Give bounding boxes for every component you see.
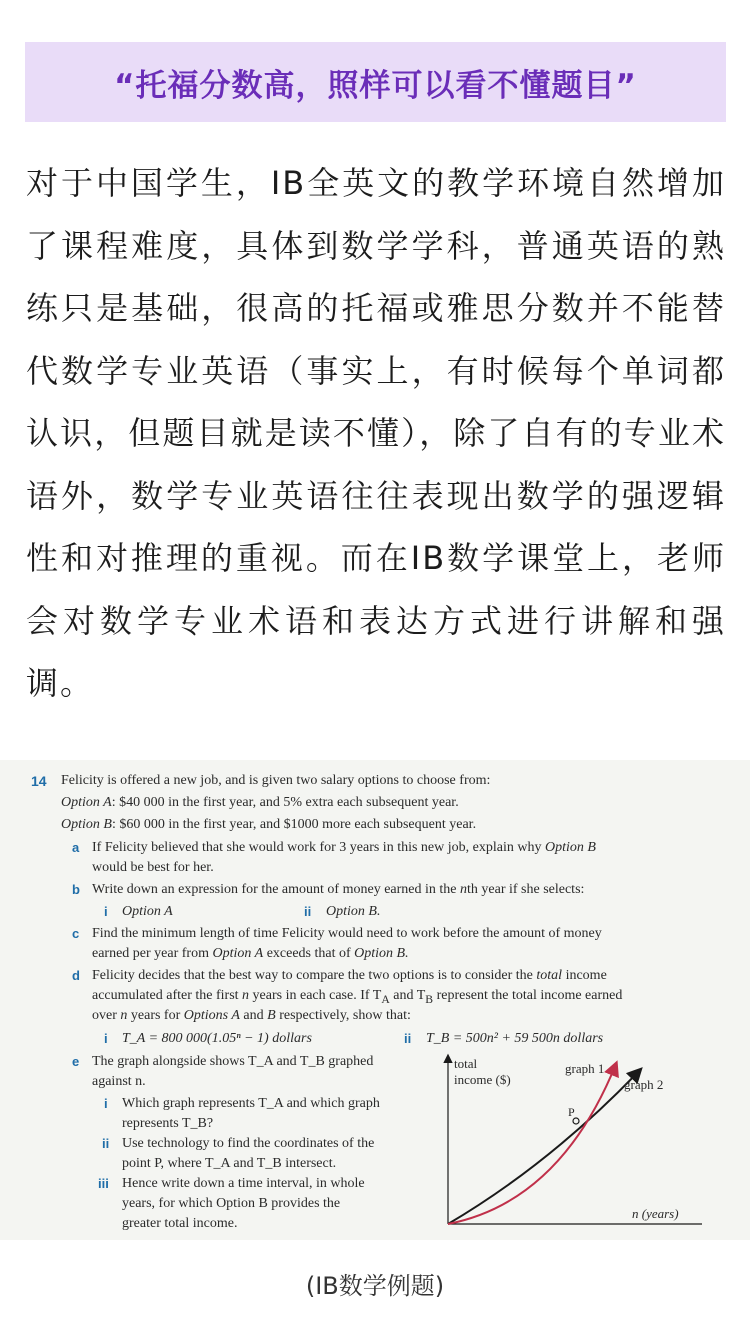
graph-point-label: P bbox=[568, 1105, 575, 1119]
part-b-i: Option A bbox=[122, 904, 173, 919]
income-graph bbox=[440, 1052, 710, 1230]
part-e-line2: against n. bbox=[92, 1074, 146, 1089]
part-e-iii-line2: years, for which Option B provides the bbox=[122, 1196, 341, 1211]
part-a-line2: would be best for her. bbox=[92, 860, 214, 875]
graph-xlabel: n (years) bbox=[632, 1206, 679, 1221]
part-c-line1: Find the minimum length of time Felicity would need to work before the amount of money bbox=[92, 926, 602, 941]
part-e-ii-line2: point P, where T_A and T_B intersect. bbox=[122, 1156, 337, 1171]
graph-1-curve bbox=[448, 1064, 616, 1224]
graph-ylabel-1: total bbox=[454, 1056, 478, 1071]
image-caption: (IB数学例题) bbox=[305, 1272, 445, 1300]
part-e-i-tag: i bbox=[104, 1096, 108, 1111]
part-c-tag: c bbox=[72, 926, 80, 941]
part-e-iii-tag: iii bbox=[98, 1176, 109, 1191]
part-e-ii-line1: Use technology to find the coordinates of the bbox=[122, 1136, 375, 1151]
part-e-ii-tag: ii bbox=[102, 1136, 110, 1151]
part-d-i-tag: i bbox=[104, 1031, 108, 1046]
part-e-tag: e bbox=[72, 1054, 80, 1069]
part-d-tag: d bbox=[72, 968, 80, 983]
part-e-line1: The graph alongside shows T_A and T_B graphed bbox=[92, 1054, 374, 1069]
part-b-line1: Write down an expression for the amount of money earned in the nth year if she selects: bbox=[92, 882, 585, 897]
graph-2-label: graph 2 bbox=[624, 1077, 664, 1092]
option-b-line: Option B: $60 000 in the first year, and $1000 more each subsequent year. bbox=[61, 817, 477, 832]
part-b-ii: Option B. bbox=[326, 904, 381, 919]
option-a-line: Option A: $40 000 in the first year, and 5% extra each subsequent year. bbox=[61, 795, 459, 810]
article-paragraph: 对于中国学生，IB全英文的教学环境自然增加了课程难度，具体到数学学科，普通英语的熟练只是基础，很高的托福或雅思分数并不能替代数学专业英语（事实上，有时候每个单词都认识，但题目就是读不懂），除了自有的专业术语外，数学专业英语往往表现出数学的强逻辑性和对推理的重视。而在IB数学课堂上，老师会对数学专业术语和表达方式进行讲解和强调。 bbox=[26, 164, 726, 702]
question-number: 14 bbox=[31, 773, 47, 789]
question-intro: Felicity is offered a new job, and is given two salary options to choose from: bbox=[61, 773, 491, 788]
part-a-line1: If Felicity believed that she would work for 3 years in this new job, explain why Option B bbox=[92, 840, 596, 855]
part-e-i-line2: represents T_B? bbox=[122, 1116, 214, 1131]
part-e-iii-line3: greater total income. bbox=[122, 1216, 238, 1231]
graph-2-curve bbox=[448, 1070, 640, 1224]
part-b-tag: b bbox=[72, 882, 80, 897]
part-d-i: T_A = 800 000(1.05ⁿ − 1) dollars bbox=[122, 1031, 312, 1046]
part-b-ii-tag: ii bbox=[304, 904, 312, 919]
part-e-iii-line1: Hence write down a time interval, in whole bbox=[122, 1176, 365, 1191]
example-problem-image bbox=[0, 760, 750, 1240]
part-b-i-tag: i bbox=[104, 904, 108, 919]
graph-1-label: graph 1 bbox=[565, 1061, 605, 1076]
banner-title: “托福分数高，照样可以看不懂题目” bbox=[114, 67, 637, 104]
part-d-ii: T_B = 500n² + 59 500n dollars bbox=[426, 1031, 604, 1046]
part-a-tag: a bbox=[72, 840, 80, 855]
part-c-line2: earned per year from Option A exceeds that of Option B. bbox=[92, 946, 409, 961]
part-d-line1: Felicity decides that the best way to compare the two options is to consider the total income bbox=[92, 968, 607, 983]
part-d-ii-tag: ii bbox=[404, 1031, 412, 1046]
graph-ylabel-2: income ($) bbox=[454, 1072, 511, 1087]
title-banner bbox=[25, 42, 726, 122]
part-d-line3: over n years for Options A and B respectively, show that: bbox=[92, 1008, 411, 1023]
part-e-i-line1: Which graph represents T_A and which graph bbox=[122, 1096, 380, 1111]
part-d-line2: accumulated after the first n years in each case. If $T_A$ and $T_B$ represent the total income earned bbox=[92, 988, 623, 1006]
